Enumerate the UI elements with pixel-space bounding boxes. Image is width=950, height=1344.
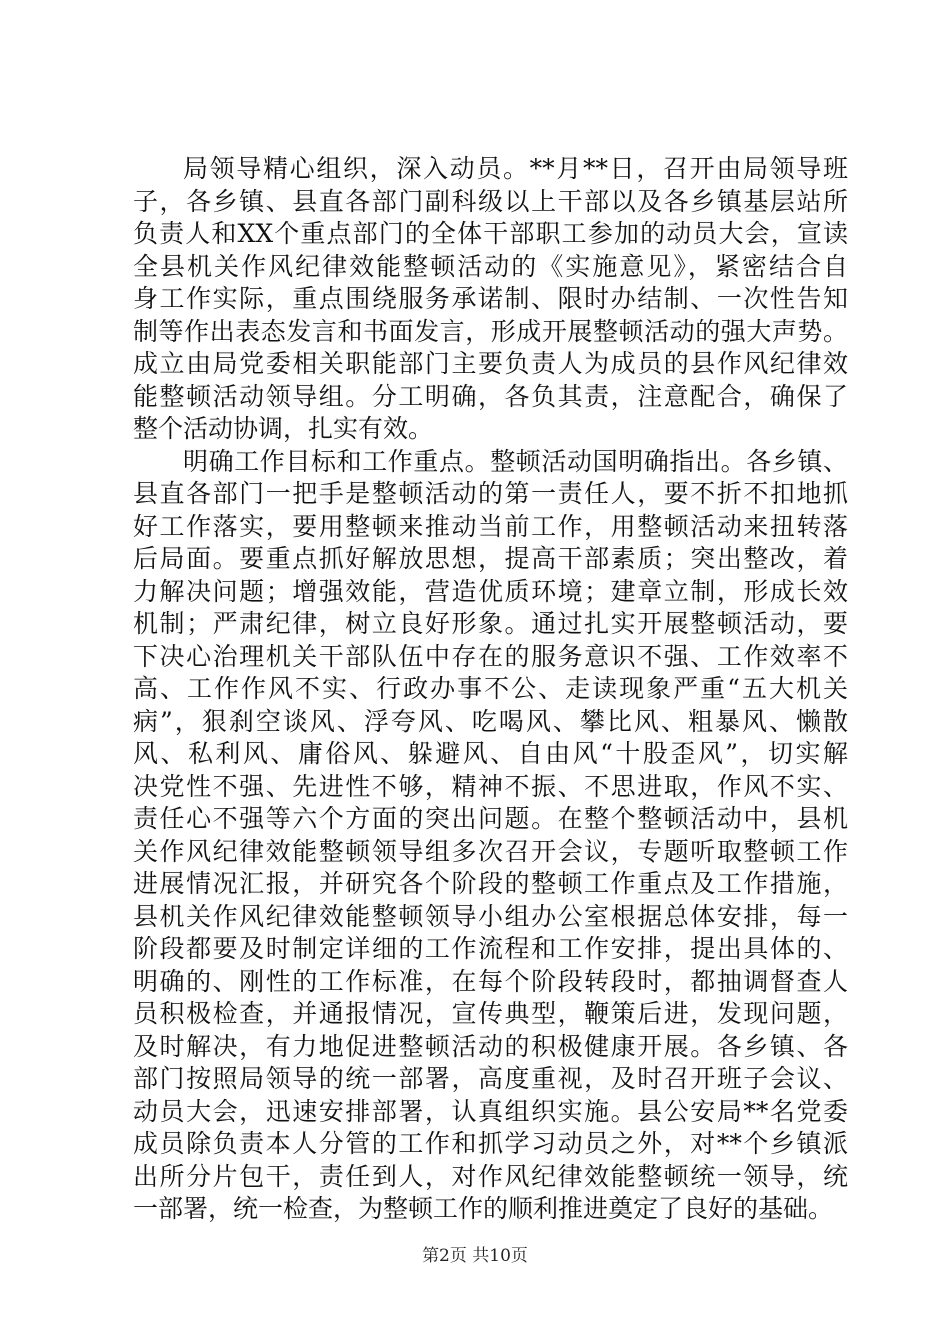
text-line: 县直各部门一把手是整顿活动的第一责任人，要不折不扣地抓	[133, 479, 848, 508]
text-line: 阶段都要及时制定详细的工作流程和工作安排，提出具体的、	[133, 934, 848, 963]
text-line: 机制；严肃纪律，树立良好形象。通过扎实开展整顿活动，要	[133, 609, 848, 638]
text-line: 员积极检查，并通报情况，宣传典型，鞭策后进，发现问题，	[133, 999, 848, 1028]
text-line: 动员大会，迅速安排部署，认真组织实施。县公安局**名党委	[133, 1096, 848, 1126]
text-line: 一部署，统一检查，为整顿工作的顺利推进奠定了良好的基础。	[133, 1194, 834, 1223]
text-line: 制等作出表态发言和书面发言，形成开展整顿活动的强大声势。	[133, 316, 848, 346]
paragraph	[133, 153, 848, 446]
text-line: 局领导精心组织，深入动员。**月**日，召开由局领导班	[183, 154, 848, 183]
text-line: 好工作落实，要用整顿来推动当前工作，用整顿活动来扭转落	[133, 511, 848, 541]
text-line: 能整顿活动领导组。分工明确，各负其责，注意配合，确保了	[133, 381, 848, 411]
text-line: 全县机关作风纪律效能整顿活动的《实施意见》，紧密结合自	[133, 251, 848, 281]
page-number-footer: 第2页 共10页	[422, 1246, 528, 1266]
text-line: 进展情况汇报，并研究各个阶段的整顿工作重点及工作措施，	[133, 869, 848, 898]
text-line: 成立由局党委相关职能部门主要负责人为成员的县作风纪律效	[133, 349, 848, 378]
text-line: 决党性不强、先进性不够，精神不振、不思进取，作风不实、	[133, 771, 848, 801]
text-line: 后局面。要重点抓好解放思想，提高干部素质；突出整改，着	[133, 544, 848, 573]
text-line: 身工作实际，重点围绕服务承诺制、限时办结制、一次性告知	[133, 284, 848, 313]
paragraph	[133, 446, 848, 1226]
text-line: 明确的、刚性的工作标准，在每个阶段转段时，都抽调督查人	[133, 966, 848, 996]
text-line: 成员除负责本人分管的工作和抓学习动员之外，对**个乡镇派	[133, 1129, 848, 1158]
text-line: 县机关作风纪律效能整顿领导小组办公室根据总体安排，每一	[133, 901, 848, 931]
text-line: 子，各乡镇、县直各部门副科级以上干部以及各乡镇基层站所	[133, 186, 848, 216]
text-line: 整个活动协调，扎实有效。	[133, 414, 434, 443]
text-line: 病”，狠刹空谈风、浮夸风、吃喝风、攀比风、粗暴风、懒散	[133, 706, 848, 736]
document-body	[133, 153, 848, 1226]
text-line: 高、工作作风不实、行政办事不公、走读现象严重“五大机关	[133, 674, 848, 703]
text-line: 及时解决，有力地促进整顿活动的积极健康开展。各乡镇、各	[133, 1031, 848, 1061]
text-line: 明确工作目标和工作重点。整顿活动国明确指出。各乡镇、	[183, 446, 848, 476]
text-line: 关作风纪律效能整顿领导组多次召开会议，专题听取整顿工作	[133, 836, 848, 866]
text-line: 责任心不强等六个方面的突出问题。在整个整顿活动中，县机	[133, 804, 848, 833]
text-line: 风、私利风、庸俗风、躲避风、自由风“十股歪风”，切实解	[133, 739, 848, 768]
text-line: 下决心治理机关干部队伍中存在的服务意识不强、工作效率不	[133, 641, 848, 671]
text-line: 出所分片包干，责任到人，对作风纪律效能整顿统一领导，统	[133, 1161, 848, 1191]
text-line: 部门按照局领导的统一部署，高度重视，及时召开班子会议、	[133, 1064, 848, 1093]
text-line: 力解决问题；增强效能，营造优质环境；建章立制，形成长效	[133, 576, 848, 606]
text-line: 负责人和XX个重点部门的全体干部职工参加的动员大会，宣读	[133, 219, 848, 248]
